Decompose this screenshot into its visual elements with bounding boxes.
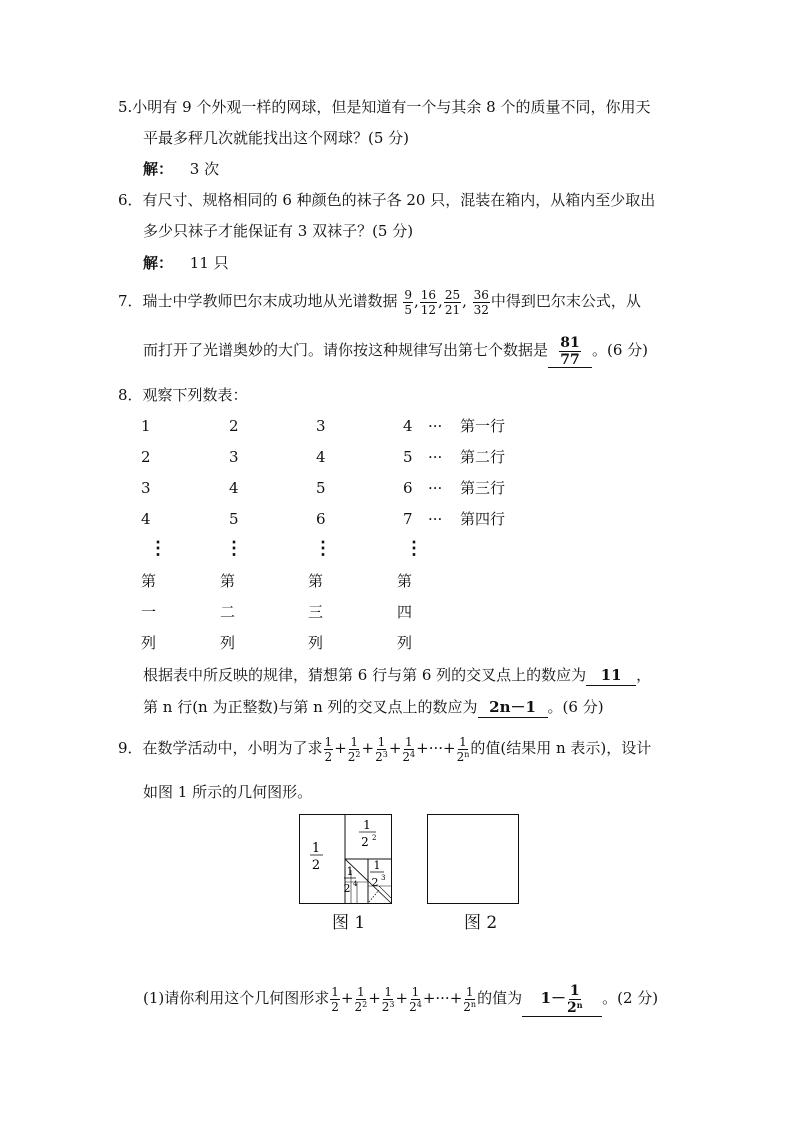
fig1-label-d4: 2 bbox=[343, 882, 351, 895]
q9-term-4: $\frac{1}{2^4}$ bbox=[402, 734, 416, 764]
fig1-label-d2: 2 bbox=[361, 835, 369, 849]
q8-text2-prefix: 第 n 行(n 为正整数)与第 n 列的交叉点上的数应为 bbox=[143, 698, 478, 716]
q8-vdots: ⋮ bbox=[405, 538, 423, 559]
q8-col-label: 第 bbox=[397, 572, 413, 590]
q9-sub1: (1)请你利用这个几何图形求 $\frac{1}{2}$ + $\frac{1}{2^2}$ + $\frac{1}{2^3}$ + $\frac{1}{2^4}$ +···+ $\frac{1}{2^n}$ 的值为 1－ $\frac{1}{2^n}$ 。(2 分) bbox=[143, 980, 658, 1017]
q8-col-label: 列 bbox=[397, 634, 413, 652]
q8-col-label: 三 bbox=[308, 603, 324, 621]
q8-text1-suffix: ， bbox=[636, 666, 652, 684]
q8-cell: 1 bbox=[141, 417, 151, 435]
q8-title: 8．观察下列数表： bbox=[118, 386, 248, 404]
q8-cell: 3 bbox=[229, 448, 239, 466]
q7-line2-suffix: 。(6 分) bbox=[592, 341, 649, 359]
q9-line2: 如图 1 所示的几何图形。 bbox=[143, 783, 313, 801]
q7-line2 bbox=[143, 333, 648, 368]
q8-ellipsis: ··· bbox=[428, 448, 443, 466]
q8-col-label: 列 bbox=[308, 634, 324, 652]
q9-line1: 9．在数学活动中，小明为了求 $\frac{1}{2}$ + $\frac{1}{2^2}$ + $\frac{1}{2^3}$ + $\frac{1}{2^4}$ +···+ $\frac{1}{2^n}$ 的值(结果用 n 表示)，设计 bbox=[118, 734, 652, 764]
q7-line1: 7．瑞士中学教师巴尔末成功地从光谱数据 $\frac{9}{5}$ , $\frac{16}{12}$ , $\frac{25}{21}$ , $\frac{36}{32}$ 中得到巴尔末公式，从 bbox=[118, 287, 641, 317]
q8-row-label: 第三行 bbox=[460, 479, 506, 497]
q7-fraction-1: $\frac{9}{5}$ bbox=[404, 287, 412, 317]
q8-answer2: 2n－1 bbox=[478, 697, 548, 718]
fig1-label-n: 1 bbox=[363, 818, 371, 832]
q8-cell: 3 bbox=[141, 479, 151, 497]
q8-cell: 5 bbox=[403, 448, 413, 466]
q8-vdots: ⋮ bbox=[314, 538, 332, 559]
q6-text-line2: 多少只袜子才能保证有 3 双袜子？(5 分) bbox=[143, 222, 414, 240]
q8-cell: 4 bbox=[229, 479, 239, 497]
q8-cell: 5 bbox=[229, 510, 239, 528]
q9-suffix: 的值(结果用 n 表示)，设计 bbox=[470, 739, 652, 757]
q7-line2-prefix: 而打开了光谱奥妙的大门。请你按这种规律写出第七个数据是 bbox=[143, 341, 549, 359]
q7-prefix: 7．瑞士中学教师巴尔末成功地从光谱数据 bbox=[118, 292, 398, 310]
q8-cell: 6 bbox=[316, 510, 326, 528]
q8-col-label: 列 bbox=[220, 634, 236, 652]
q8-col-label: 四 bbox=[397, 603, 413, 621]
q7-fraction-2: $\frac{16}{12}$ bbox=[420, 287, 437, 317]
q8-cell: 6 bbox=[403, 479, 413, 497]
q5-answer-value: 3 次 bbox=[189, 160, 220, 178]
fig1-label-d1: 2 bbox=[311, 858, 321, 873]
q8-cell: 2 bbox=[141, 448, 151, 466]
q9-term-n: $\frac{1}{2^n}$ bbox=[456, 734, 470, 764]
q6-answer-label: 解： bbox=[143, 254, 174, 272]
q5-text-line1: 5.小明有 9 个外观一样的网球，但是知道有一个与其余 8 个的质量不同，你用天 bbox=[118, 98, 651, 116]
figure-1-caption: 图 1 bbox=[332, 913, 366, 933]
q8-col-label: 列 bbox=[141, 634, 157, 652]
q8-cell: 4 bbox=[403, 417, 413, 435]
q8-row-label: 第一行 bbox=[460, 417, 506, 435]
fig1-label-d2-exp: 2 bbox=[372, 834, 377, 842]
q9-sub1-mid: 的值为 bbox=[477, 989, 523, 1007]
q7-answer-fraction: $\frac{81}{77}$ bbox=[560, 334, 580, 368]
q8-ellipsis: ··· bbox=[428, 417, 443, 435]
q9-term-1: $\frac{1}{2}$ bbox=[324, 734, 333, 764]
q8-text2-suffix: 。(6 分) bbox=[547, 698, 604, 716]
q8-cell: 3 bbox=[316, 417, 326, 435]
q8-col-label: 第 bbox=[141, 572, 157, 590]
q8-ellipsis: ··· bbox=[428, 479, 443, 497]
q8-question-line2 bbox=[143, 697, 604, 718]
q8-ellipsis: ··· bbox=[428, 510, 443, 528]
q8-col-label: 一 bbox=[141, 603, 157, 621]
q9-term-3: $\frac{1}{2^3}$ bbox=[375, 734, 388, 764]
q5-text-line2: 平最多秤几次就能找出这个网球？(5 分) bbox=[143, 129, 410, 147]
q9-sub1-suffix: 。(2 分) bbox=[602, 989, 659, 1007]
q6-answer-value: 11 只 bbox=[189, 254, 229, 272]
q6-text-line1: 6．有尺寸、规格相同的 6 种颜色的袜子各 20 只，混装在箱内，从箱内至少取出 bbox=[118, 191, 656, 209]
q7-suffix: 中得到巴尔末公式，从 bbox=[490, 292, 641, 310]
q9-term-2: $\frac{1}{2^2}$ bbox=[347, 734, 361, 764]
q5-answer bbox=[143, 159, 219, 179]
q8-cell: 2 bbox=[229, 417, 239, 435]
fig1-label-n: 1 bbox=[346, 865, 354, 878]
figure-1 bbox=[299, 814, 393, 906]
q8-cell: 7 bbox=[403, 510, 413, 528]
q8-col-label: 第 bbox=[308, 572, 324, 590]
q8-row-label: 第四行 bbox=[460, 510, 506, 528]
q7-fraction-4: $\frac{36}{32}$ bbox=[473, 287, 489, 317]
q8-col-label: 第 bbox=[220, 572, 236, 590]
fig1-label-d4-exp: 4 bbox=[353, 880, 358, 888]
q7-fraction-3: $\frac{25}{21}$ bbox=[444, 287, 461, 317]
q8-col-label: 二 bbox=[220, 603, 236, 621]
q7-answer-blank bbox=[548, 333, 592, 368]
q5-answer-label: 解： bbox=[143, 160, 174, 178]
q8-vdots: ⋮ bbox=[149, 538, 167, 559]
q9-prefix: 9．在数学活动中，小明为了求 bbox=[118, 739, 323, 757]
fig1-label-d3: 2 bbox=[371, 876, 379, 889]
q8-vdots: ⋮ bbox=[225, 538, 243, 559]
q8-cell: 4 bbox=[141, 510, 151, 528]
q8-text1-prefix: 根据表中所反映的规律，猜想第 6 行与第 6 列的交叉点上的数应为 bbox=[143, 666, 587, 684]
q9-sub1-answer: 1－ $\frac{1}{2^n}$ bbox=[522, 980, 602, 1017]
q8-cell: 4 bbox=[316, 448, 326, 466]
q6-answer bbox=[143, 253, 229, 273]
q8-row-label: 第二行 bbox=[460, 448, 506, 466]
q9-sub1-prefix: (1)请你利用这个几何图形求 bbox=[143, 989, 330, 1007]
figure-2-caption: 图 2 bbox=[464, 913, 498, 933]
q8-cell: 5 bbox=[316, 479, 326, 497]
fig1-label-n: 1 bbox=[373, 859, 381, 872]
q8-question-line1 bbox=[143, 665, 651, 686]
q8-answer1: 11 bbox=[586, 665, 636, 686]
fig1-label-n: 1 bbox=[311, 841, 321, 856]
figure-2 bbox=[427, 814, 521, 906]
fig1-label-d3-exp: 3 bbox=[381, 874, 386, 882]
